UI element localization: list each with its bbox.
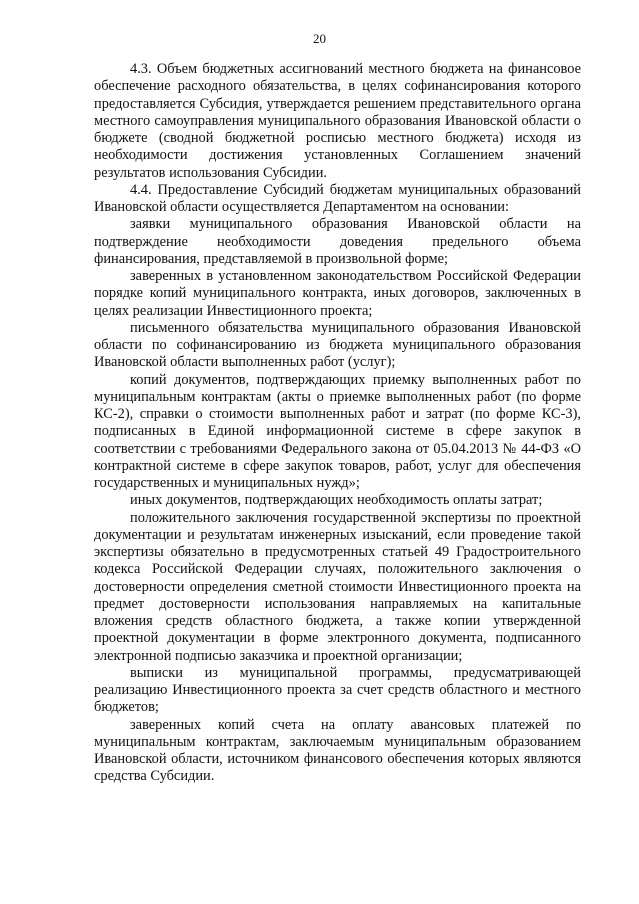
- paragraph-4-4: 4.4. Предоставление Субсидий бюджетам муниципальных образований Ивановской области осуществляется Департаментом на основании:: [94, 181, 581, 215]
- list-item-cofinancing-obligation: письменного обязательства муниципального образования Ивановской области по софинансированию из бюджета муниципального образования Ивановской области выполненных работ (услуг);: [94, 319, 581, 371]
- list-item-expertise-conclusion: положительного заключения государственной экспертизы по проектной документации и результатам инженерных изысканий, если проведение такой экспертизы обязательно в предусмотренных статьей 49 Градостроительного кодекса Российской Федерации случаях, положительного заключения о достоверности определения сметной стоимости Инвестиционного проекта на предмет достоверности использования направляемых на капитальные вложения средств областного бюджета, а также копии утвержденной проектной документации в форме электронного документа, подписанного электронной подписью заказчика и проектной организации;: [94, 509, 581, 664]
- list-item-other-documents: иных документов, подтверждающих необходимость оплаты затрат;: [130, 492, 543, 509]
- list-item-application: заявки муниципального образования Ивановской области на подтверждение необходимости доведения предельного объема финансирования, представляемой в произвольной форме;: [94, 216, 581, 267]
- page-number: 20: [313, 31, 326, 46]
- list-item-contract-copies: заверенных в установленном законодательством Российской Федерации порядке копий муниципального контракта, иных договоров, заключенных в целях реализации Инвестиционного проекта;: [94, 268, 581, 319]
- list-item-acceptance-documents: копий документов, подтверждающих приемку выполненных работ по муниципальным контрактам (акты о приемке выполненных работ (по форме КС-2), справки о стоимости выполненных работ и затрат (по форме КС-3), подписанных в Единой информационной системе в сфере закупок в соответствии с требованиями Федерального закона от 05.04.2013 № 44-ФЗ «О контрактной системе в сфере закупок товаров, работ, услуг для обеспечения государственных и муниципальных нужд»;: [94, 371, 581, 491]
- list-item-program-extract: выписки из муниципальной программы, предусматривающей реализацию Инвестиционного проекта за счет средств областного и местного бюджетов;: [94, 664, 581, 716]
- list-item-invoice-copies: заверенных копий счета на оплату авансовых платежей по муниципальным контрактам, заключаемым муниципальным образованием Ивановской области, источником финансового обеспечения которых являются средства Субсидии.: [94, 716, 581, 785]
- paragraph-4-3: 4.3. Объем бюджетных ассигнований местного бюджета на финансовое обеспечение расходного обязательства, в целях софинансирования которого предоставляется Субсидия, утверждается решением представительного органа местного самоуправления муниципального образования Ивановской области о бюджете (сводной бюджетной росписью местного бюджета) исходя из необходимости достижения установленных Соглашением значений результатов использования Субсидии.: [94, 61, 581, 181]
- document-body: [94, 61, 581, 786]
